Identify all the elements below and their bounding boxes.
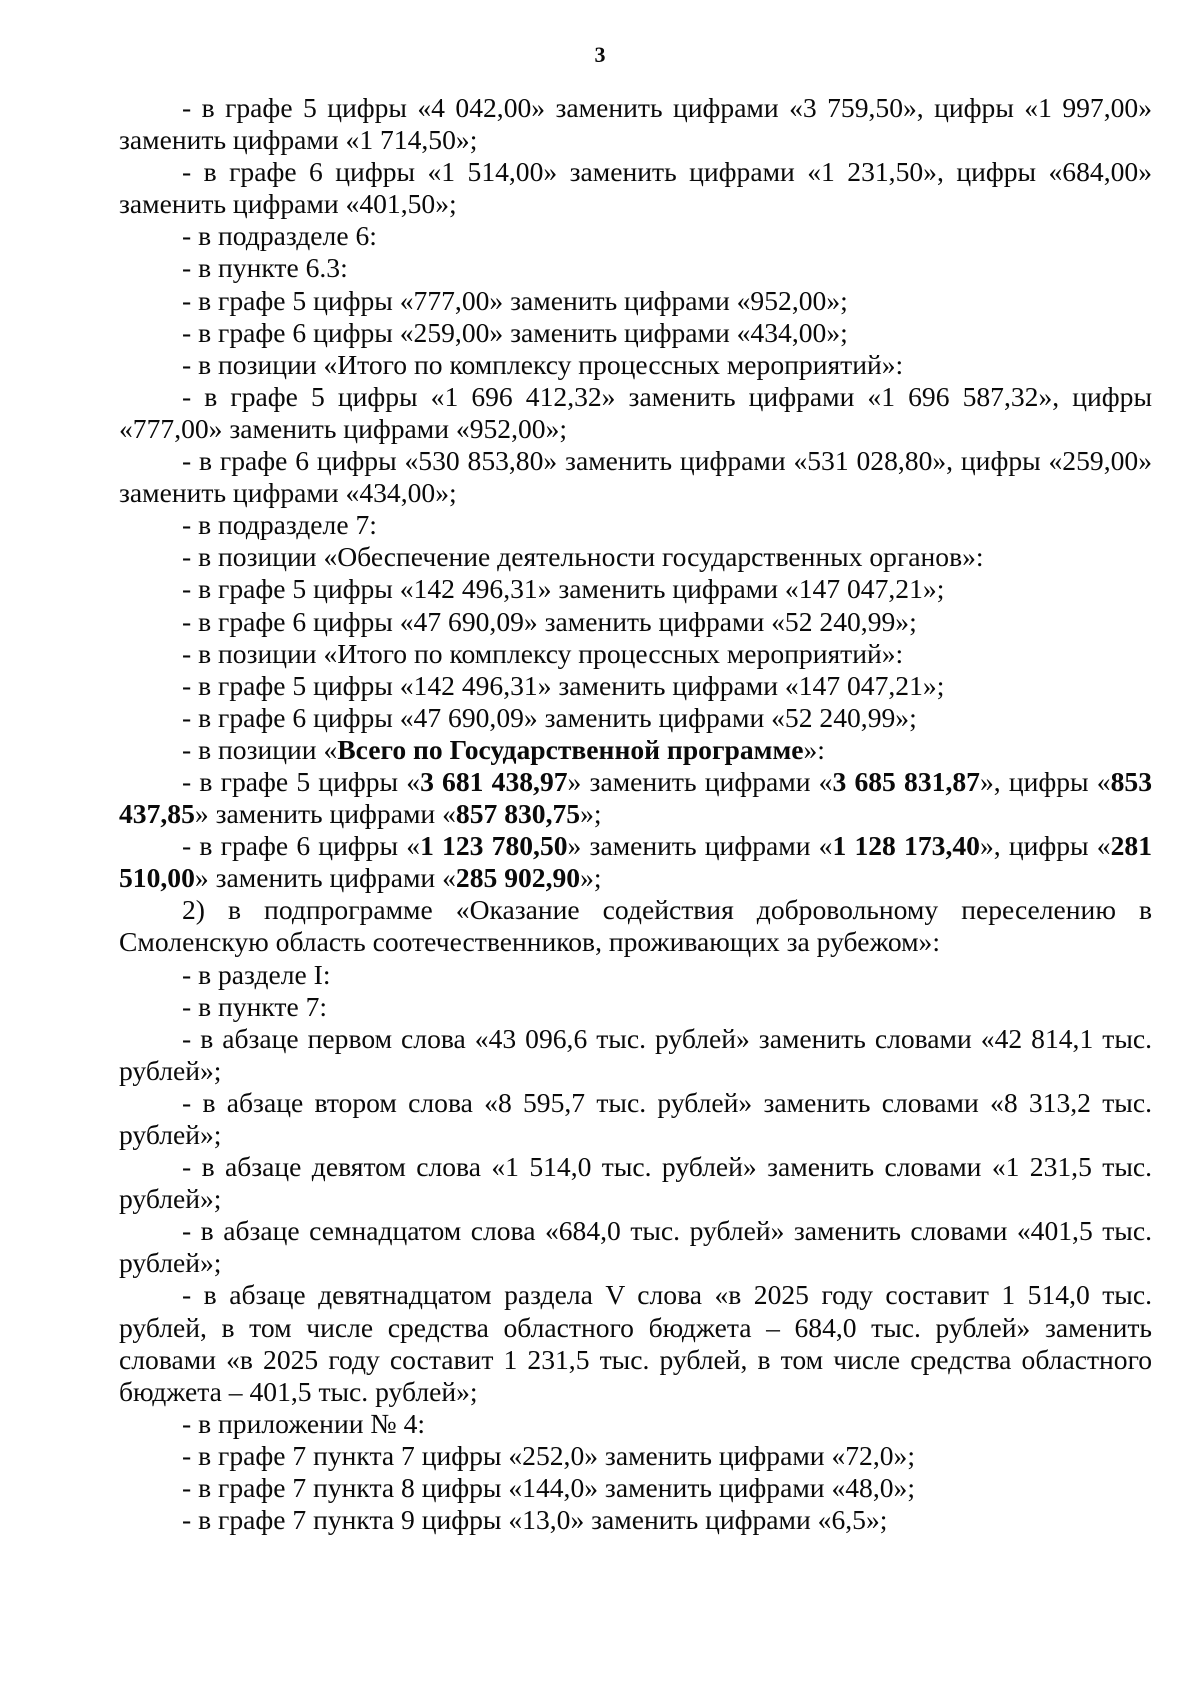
paragraph: - в графе 5 цифры «1 696 412,32» заменить цифрами «1 696 587,32», цифры «777,00» заменить цифрами «952,00»; <box>119 380 1152 444</box>
page-number: 3 <box>594 42 606 67</box>
paragraph: - в графе 7 пункта 8 цифры «144,0» заменить цифрами «48,0»; <box>182 1472 915 1504</box>
total-col5-paragraph <box>119 766 1152 830</box>
total-col6-paragraph <box>119 830 1152 894</box>
text-run: - в позиции « <box>182 733 338 765</box>
paragraph: - в пункте 7: <box>182 990 328 1022</box>
bold-number: 1 123 780,50 <box>420 830 568 862</box>
paragraph: - в позиции «Обеспечение деятельности государственных органов»: <box>182 541 984 573</box>
text-run: »; <box>580 798 602 830</box>
text-run: » заменить цифрами « <box>194 798 456 830</box>
paragraph: - в графе 5 цифры «142 496,31» заменить цифрами «147 047,21»; <box>182 573 945 605</box>
paragraph: - в абзаце девятнадцатом раздела V слова «в 2025 году составит 1 514,0 тыс. рублей, в том числе средства областного бюджета – 684,0 тыс. рублей» заменить словами «в 2025 году составит 1 231,5 тыс. рублей, в том числе средства областного бюджета – 401,5 тыс. рублей»; <box>119 1279 1152 1407</box>
paragraph: - в разделе I: <box>182 958 331 990</box>
text-run: - в графе 5 цифры « <box>182 765 421 797</box>
paragraph: - в графе 5 цифры «142 496,31» заменить цифрами «147 047,21»; <box>182 669 945 701</box>
paragraph: - в абзаце девятом слова «1 514,0 тыс. рублей» заменить словами «1 231,5 тыс. рублей»; <box>119 1151 1152 1215</box>
paragraph: - в графе 6 цифры «47 690,09» заменить цифрами «52 240,99»; <box>182 701 917 733</box>
paragraph: - в графе 5 цифры «777,00» заменить цифрами «952,00»; <box>182 284 848 316</box>
text-run: » заменить цифрами « <box>567 830 833 862</box>
bold-number: 285 902,90 <box>455 862 581 894</box>
text-run: » заменить цифрами « <box>567 765 833 797</box>
text-run: - в графе 6 цифры « <box>182 830 421 862</box>
document-body <box>119 92 1152 1536</box>
paragraph: - в графе 7 пункта 9 цифры «13,0» заменить цифрами «6,5»; <box>182 1504 888 1536</box>
bold-number: 1 128 173,40 <box>832 830 980 862</box>
paragraph: - в позиции «Итого по комплексу процессных мероприятий»: <box>182 637 904 669</box>
paragraph: - в подразделе 6: <box>182 220 377 252</box>
paragraph: - в графе 7 пункта 7 цифры «252,0» заменить цифрами «72,0»; <box>182 1439 915 1471</box>
paragraph: - в графе 6 цифры «1 514,00» заменить цифрами «1 231,50», цифры «684,00» заменить цифрами «401,50»; <box>119 156 1152 220</box>
paragraph: - в графе 5 цифры «4 042,00» заменить цифрами «3 759,50», цифры «1 997,00» заменить цифрами «1 714,50»; <box>119 92 1152 156</box>
paragraph: - в графе 6 цифры «259,00» заменить цифрами «434,00»; <box>182 316 848 348</box>
text-run: » заменить цифрами « <box>194 862 456 894</box>
bold-number: 857 830,75 <box>455 798 581 830</box>
bold-number: 3 685 831,87 <box>832 765 980 797</box>
paragraph: - в пункте 6.3: <box>182 252 348 284</box>
paragraph: - в графе 6 цифры «47 690,09» заменить цифрами «52 240,99»; <box>182 605 917 637</box>
paragraph: - в абзаце втором слова «8 595,7 тыс. рублей» заменить словами «8 313,2 тыс. рублей»; <box>119 1086 1152 1150</box>
paragraph: - в подразделе 7: <box>182 509 377 541</box>
total-position-paragraph <box>119 734 1152 766</box>
bold-number: 3 681 438,97 <box>420 765 568 797</box>
text-run: », цифры « <box>979 830 1111 862</box>
paragraph: - в абзаце первом слова «43 096,6 тыс. рублей» заменить словами «42 814,1 тыс. рублей»; <box>119 1022 1152 1086</box>
bold-number: 281 510,00 <box>119 830 1152 894</box>
paragraph: - в абзаце семнадцатом слова «684,0 тыс. рублей» заменить словами «401,5 тыс. рублей»; <box>119 1215 1152 1279</box>
text-run: », цифры « <box>979 765 1111 797</box>
bold-number: 853 437,85 <box>119 765 1152 830</box>
paragraph: 2) в подпрограмме «Оказание содействия добровольному переселению в Смоленскую область соотечественников, проживающих за рубежом»: <box>119 894 1152 958</box>
bold-run: Всего по Государственной программе <box>337 733 804 765</box>
paragraph: - в приложении № 4: <box>182 1407 426 1439</box>
paragraph: - в графе 6 цифры «530 853,80» заменить цифрами «531 028,80», цифры «259,00» заменить цифрами «434,00»; <box>119 445 1152 509</box>
text-run: »; <box>580 862 602 894</box>
text-run: »: <box>803 733 825 765</box>
paragraph: - в позиции «Итого по комплексу процессных мероприятий»: <box>182 348 904 380</box>
